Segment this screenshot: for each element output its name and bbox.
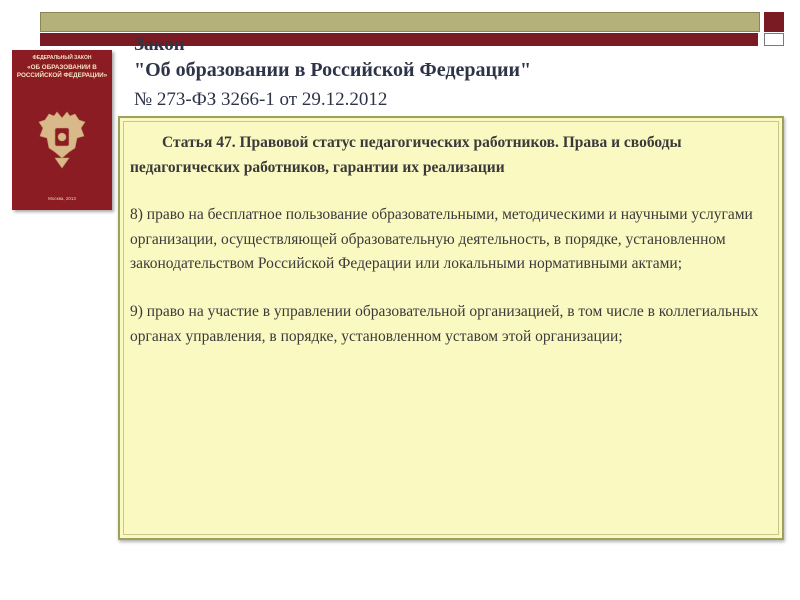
law-number: № 273-ФЗ 3266-1 от 29.12.2012 [134,89,388,110]
book-cover-title: «ОБ ОБРАЗОВАНИИ В РОССИЙСКОЙ ФЕДЕРАЦИИ» [16,64,108,79]
book-cover-top-text: ФЕДЕРАЛЬНЫЙ ЗАКОН [32,55,92,61]
corner-square-dark [764,12,784,32]
book-cover-bottom-text: Москва, 2013 [48,196,76,201]
law-title: "Об образовании в Российской Федерации" [134,59,532,81]
article-heading: Статья 47. Правовой статус педагогических работников. Права и свободы педагогических работников, гарантии их реализации [130,134,682,176]
law-book-cover-image [12,50,112,210]
article-paragraph-9: 9) право на участие в управлении образовательной организацией, в том числе в коллегиальных органах управления, в порядке, установленном уставом этой организации; [130,303,759,345]
top-decorative-bar [40,12,760,32]
law-label: Закон [134,34,185,55]
article-paragraph-8: 8) право на бесплатное пользование образовательными, методическими и научными услугами организации, осуществляющей образовательную деятельность, в порядке, установленном законодательством Российской Федерации или локальными нормативными актами; [130,206,753,272]
article-text-panel [118,116,784,540]
corner-square-light [764,33,784,46]
double-headed-eagle-emblem-icon [35,108,89,172]
